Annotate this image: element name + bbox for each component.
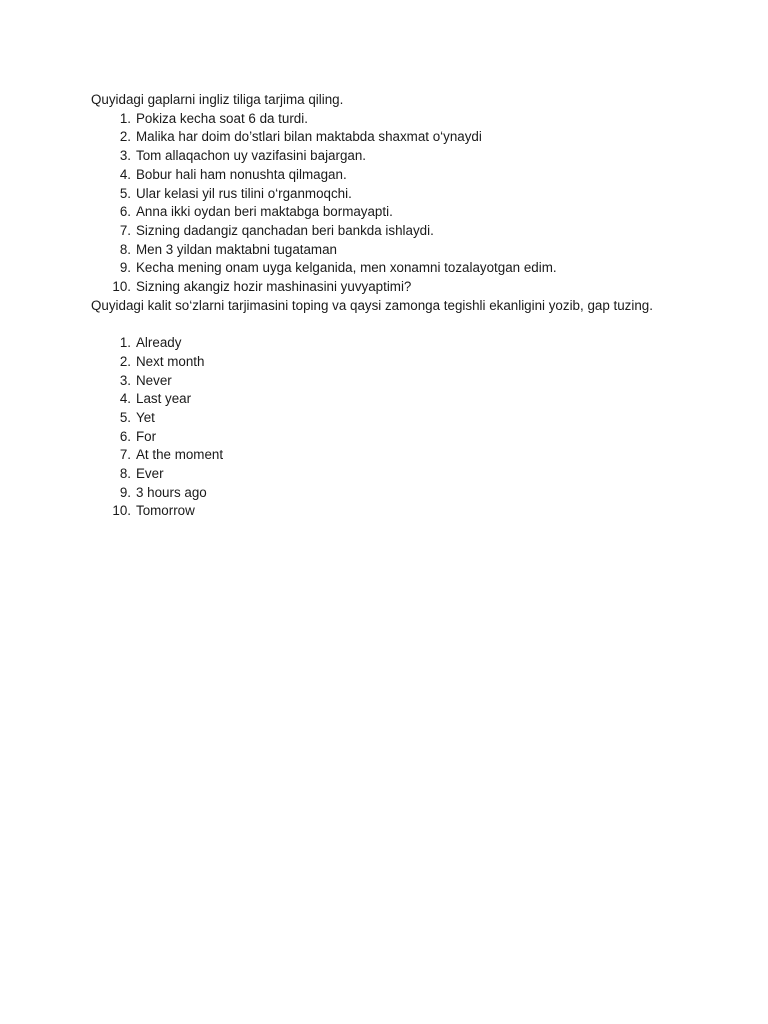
list-item: 3. Tom allaqachon uy vazifasini bajargan. xyxy=(119,148,367,164)
translation-sentence-list xyxy=(91,110,731,297)
list-item-text: Yet xyxy=(136,409,155,425)
document-page xyxy=(91,91,731,521)
list-item: 2. Malika har doim do’stlari bilan maktabda shaxmat o‘ynaydi xyxy=(119,129,482,145)
list-item: 9. Kecha mening onam uyga kelganida, men xonamni tozalayotgan edim. xyxy=(119,260,557,276)
list-item: 3. Never xyxy=(119,372,172,388)
list-item-text: Malika har doim do’stlari bilan maktabda shaxmat o‘ynaydi xyxy=(136,129,482,145)
keyword-list xyxy=(91,334,731,521)
list-item-text: For xyxy=(136,428,157,444)
list-item-text: Never xyxy=(136,372,172,388)
list-item-text: Bobur hali ham nonushta qilmagan. xyxy=(136,166,347,182)
list-item: 10. Tomorrow xyxy=(112,503,195,519)
list-item-text: 3 hours ago xyxy=(136,484,207,500)
blank-line xyxy=(91,315,731,334)
list-item: 1. Pokiza kecha soat 6 da turdi. xyxy=(119,110,308,126)
list-item: 7. Sizning dadangiz qanchadan beri bankda ishlaydi. xyxy=(119,222,434,238)
list-item: 5. Yet xyxy=(119,409,155,425)
list-item: 8. Men 3 yildan maktabni tugataman xyxy=(119,241,337,257)
list-item: 6. Anna ikki oydan beri maktabga bormayapti. xyxy=(119,204,393,220)
list-item: 5. Ular kelasi yil rus tilini o‘rganmoqchi. xyxy=(119,185,352,201)
list-item-text: Next month xyxy=(136,353,205,369)
list-item-text: Tomorrow xyxy=(136,503,195,519)
list-item: 2. Next month xyxy=(119,353,205,369)
list-item-text: Men 3 yildan maktabni tugataman xyxy=(136,241,337,257)
list-item-text: Last year xyxy=(136,391,192,407)
list-item: 10. Sizning akangiz hozir mashinasini yuvyaptimi? xyxy=(112,279,412,295)
list-item-text: Anna ikki oydan beri maktabga bormayapti. xyxy=(136,204,393,220)
list-item-text: Ever xyxy=(136,466,164,482)
list-item-text: Ular kelasi yil rus tilini o‘rganmoqchi. xyxy=(136,185,352,201)
list-item: 8. Ever xyxy=(119,466,164,482)
list-item: 1. Already xyxy=(119,335,182,351)
section1-instruction: Quyidagi gaplarni ingliz tiliga tarjima qiling. xyxy=(91,92,344,107)
list-item: 4. Last year xyxy=(119,391,192,407)
list-item-text: Sizning akangiz hozir mashinasini yuvyaptimi? xyxy=(136,279,412,295)
list-item: 4. Bobur hali ham nonushta qilmagan. xyxy=(119,166,347,182)
list-item: 6. For xyxy=(119,428,157,444)
list-item-text: Sizning dadangiz qanchadan beri bankda ishlaydi. xyxy=(136,222,434,238)
list-item: 7. At the moment xyxy=(119,447,224,463)
list-item-text: Already xyxy=(136,335,182,351)
section2-instruction: Quyidagi kalit so‘zlarni tarjimasini toping va qaysi zamonga tegishli ekanligini yozib, gap tuzing. xyxy=(91,297,653,313)
list-item: 9. 3 hours ago xyxy=(119,484,207,500)
list-item-text: At the moment xyxy=(136,447,224,463)
list-item-text: Pokiza kecha soat 6 da turdi. xyxy=(136,110,308,126)
list-item-text: Kecha mening onam uyga kelganida, men xonamni tozalayotgan edim. xyxy=(136,260,557,276)
list-item-text: Tom allaqachon uy vazifasini bajargan. xyxy=(136,148,367,164)
